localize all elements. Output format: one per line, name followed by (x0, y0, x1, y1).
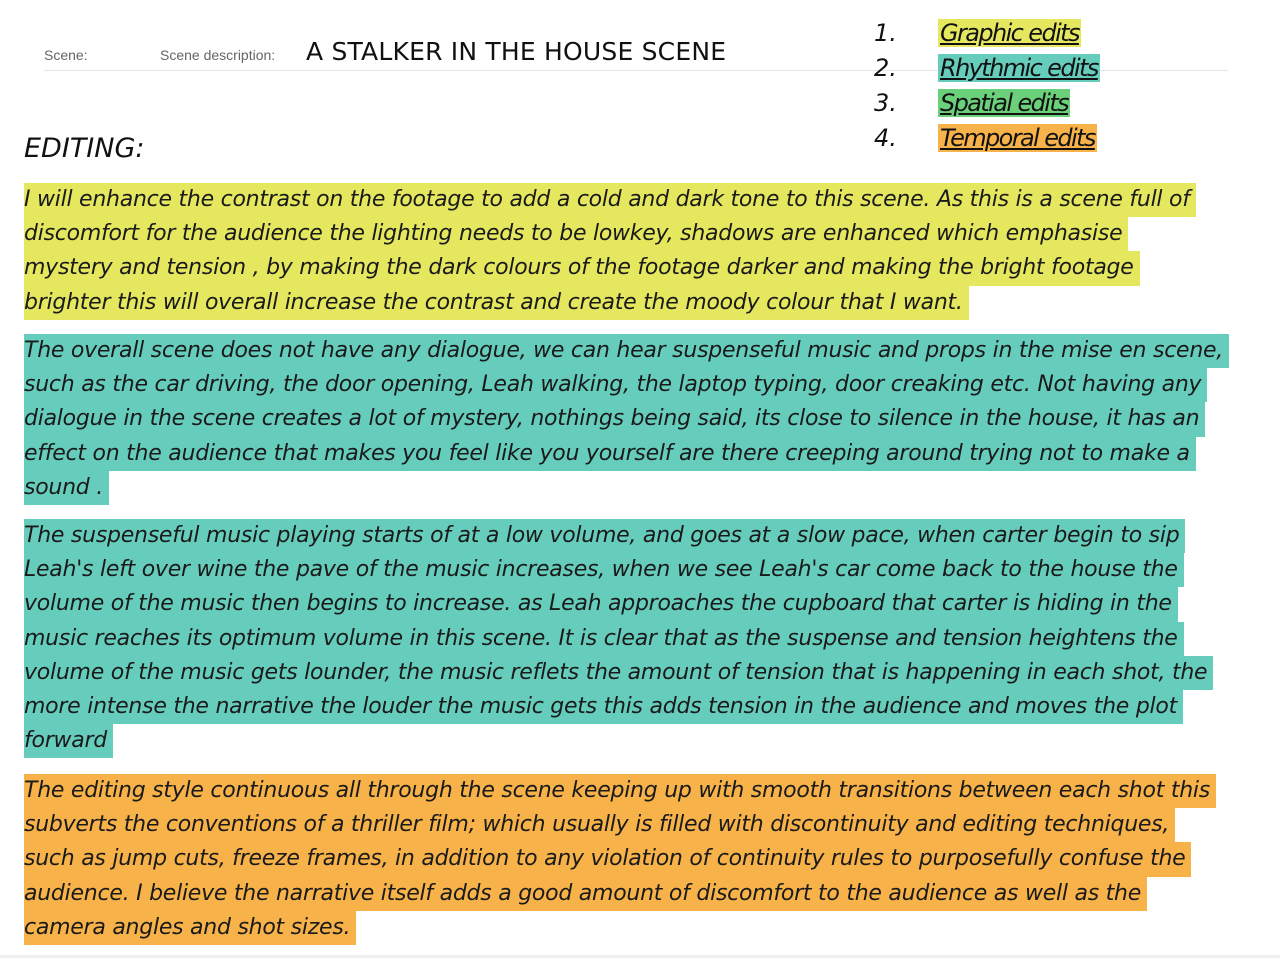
paragraph-line: volume of the music gets lounder, the music reflets the amount of tension that is happening in each shot, the (24, 656, 1213, 690)
paragraph-line: sound . (24, 471, 109, 505)
paragraph-line: subverts the conventions of a thriller film; which usually is filled with discontinuity and editing techniques, (24, 808, 1175, 842)
paragraph-line: brighter this will overall increase the contrast and create the moody colour that I want. (24, 286, 969, 320)
legend-number: 1. (874, 18, 897, 47)
legend-item-temporal (874, 120, 1100, 155)
paragraph-line: forward (24, 724, 113, 758)
paragraph-line: camera angles and shot sizes. (24, 911, 356, 945)
paragraph-line: audience. I believe the narrative itself adds a good amount of discomfort to the audience as well as the (24, 877, 1147, 911)
paragraph-editing-style (24, 774, 1216, 945)
legend-number: 3. (874, 88, 897, 117)
paragraph-dialogue (24, 334, 1229, 505)
legend-number: 2. (874, 53, 897, 82)
paragraph-line: The editing style continuous all through the scene keeping up with smooth transitions between each shot this (24, 774, 1216, 808)
legend-item-graphic (874, 15, 1100, 50)
legend-item-rhythmic (874, 50, 1100, 85)
paragraph-line: effect on the audience that makes you feel like you yourself are there creeping around trying not to make a (24, 437, 1196, 471)
scene-description-label: Scene description: (160, 47, 276, 63)
legend-label-temporal: Temporal edits (940, 123, 1095, 152)
paragraph-line: The overall scene does not have any dialogue, we can hear suspenseful music and props in the mise en scene, (24, 334, 1229, 368)
scene-title: A STALKER IN THE HOUSE SCENE (306, 37, 727, 66)
paragraph-line: volume of the music then begins to increase. as Leah approaches the cupboard that carter is hiding in the (24, 587, 1178, 621)
paragraph-line: music reaches its optimum volume in this scene. It is clear that as the suspense and tension heightens the (24, 622, 1184, 656)
paragraph-line: such as jump cuts, freeze frames, in addition to any violation of continuity rules to purposefully confuse the (24, 842, 1191, 876)
paragraph-line: mystery and tension , by making the dark colours of the footage darker and making the bright footage (24, 251, 1140, 285)
legend-item-spatial (874, 85, 1100, 120)
editing-heading: EDITING: (24, 133, 145, 164)
paragraph-line: Leah's left over wine the pave of the music increases, when we see Leah's car come back to the house the (24, 553, 1184, 587)
paragraph-line: I will enhance the contrast on the footage to add a cold and dark tone to this scene. As this is a scene full of (24, 183, 1196, 217)
legend-label-rhythmic: Rhythmic edits (940, 53, 1098, 82)
legend-label-graphic: Graphic edits (940, 18, 1079, 47)
edit-type-legend (874, 15, 1100, 155)
paragraph-line: more intense the narrative the louder the music gets this adds tension in the audience and moves the plot (24, 690, 1183, 724)
legend-label-spatial: Spatial edits (940, 88, 1069, 117)
page-bottom-divider (0, 955, 1280, 958)
paragraph-line: The suspenseful music playing starts of at a low volume, and goes at a slow pace, when carter begin to sip (24, 519, 1185, 553)
paragraph-line: dialogue in the scene creates a lot of mystery, nothings being said, its close to silence in the house, it has an (24, 402, 1205, 436)
paragraph-music (24, 519, 1213, 758)
paragraph-contrast (24, 183, 1196, 320)
paragraph-line: discomfort for the audience the lighting needs to be lowkey, shadows are enhanced which emphasise (24, 217, 1128, 251)
legend-number: 4. (874, 123, 897, 152)
scene-label: Scene: (44, 47, 88, 63)
paragraph-line: such as the car driving, the door opening, Leah walking, the laptop typing, door creaking etc. Not having any (24, 368, 1207, 402)
